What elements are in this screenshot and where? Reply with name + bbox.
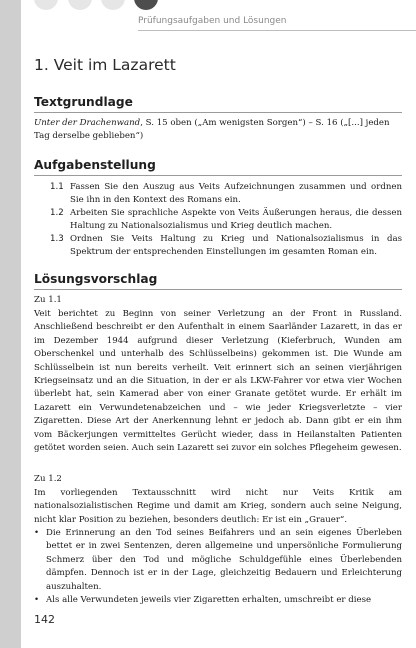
- chapter-title: 1. Veit im Lazarett: [34, 56, 176, 74]
- nav-circle-3: [101, 0, 125, 10]
- nav-circle-active: [134, 0, 158, 10]
- answer-1-2-text: Im vorliegenden Textausschnitt wird nicht nur Veits Kritik am nationalsozialistischen Regime und damit am Krieg, sondern auch seine Neigung, nicht klar Position zu beziehen, besonders deutlich: Er ist ein „Grauer“.: [34, 488, 402, 525]
- nav-circle-2: [68, 0, 92, 10]
- section-heading-aufgaben: Aufgabenstellung: [34, 158, 156, 172]
- list-item: [34, 594, 402, 607]
- task-item: [50, 207, 402, 234]
- task-text: Arbeiten Sie sprachliche Aspekte von Veits Äußerungen heraus, die dessen Haltung zu Nationalsozialismus und Krieg deutlich machen.: [70, 208, 402, 232]
- task-item: [50, 233, 402, 260]
- textgrundlage-text: [34, 117, 402, 144]
- task-text: Fassen Sie den Auszug aus Veits Aufzeichnungen zusammen und ordnen Sie ihn in den Kontext des Romans ein.: [70, 182, 402, 206]
- bullet-icon: •: [34, 528, 40, 538]
- subsection-label: Zu 1.1: [34, 295, 62, 305]
- task-item: [50, 181, 402, 208]
- book-title: Unter der Drachenwand: [34, 118, 141, 128]
- page-sidebar: [0, 0, 21, 648]
- section-rule: [34, 289, 402, 290]
- nav-circle-1: [34, 0, 58, 10]
- answer-bullet-list: [34, 527, 402, 607]
- task-number: 1.2: [50, 208, 64, 218]
- bullet-text: Als alle Verwundeten jeweils vier Zigaretten erhalten, umschreibt er diese: [46, 595, 372, 606]
- textgrundlage-range: , S. 15 oben („Am wenigsten Sorgen“) – S. 16 („[...] jeden Tag derselbe geblieben“): [34, 118, 390, 142]
- section-rule: [34, 112, 402, 113]
- section-heading-textgrundlage: Textgrundlage: [34, 95, 133, 109]
- section-rule: [34, 175, 402, 176]
- task-text: Ordnen Sie Veits Haltung zu Krieg und Nationalsozialismus in das Spektrum der entsprechenden Einstellungen im gesamten Roman ein.: [70, 234, 402, 258]
- list-item: [34, 527, 402, 594]
- bullet-icon: •: [34, 595, 40, 606]
- answer-1-1-text: Veit berichtet zu Beginn von seiner Verletzung an der Front in Russland. Anschließend beschreibt er den Aufenthalt in einem Saarländer Lazarett, in das er im Dezember 1944 aufgrund dieser Verletzung (Kieferbruch, Wunden am Oberschenkel und unterhalb des Schlüsselbeins) gekommen ist. Die Wunde am Schlüsselbein ist nun bereits verheilt. Veit erinnert sich an seinen vierjährigen Kriegseinsatz und an die Situation, in der er als LKW-Fahrer vor etwa vier Wochen überlebt hat, sein Kamerad aber von einer Granate getötet wurde. Er erhält im Lazarett ein Verwundetenabzeichen und – wie jeder Kriegsverletzte – vier Zigaretten. Diese Art der Anerkennung lehnt er jedoch ab. Dann gibt er ein ihm vom Bäckerjungen vermitteltes Gerücht wieder, dass in Heilanstalten Patienten getötet worden seien. Auch sein Lazarett sei zuvor ein solches Pflegeheim gewesen.: [34, 309, 402, 454]
- header-rule: [138, 30, 416, 31]
- bullet-text: Die Erinnerung an den Tod seines Beifahrers und an sein eigenes Überleben bettet er in zwei Sentenzen, deren allgemeine und unpersönliche Formulierung Schmerz über den Tod und mögliche Schuldgefühle eines Überlebenden dämpfen. Dennoch ist er in der Lage, gleichzeitig Bedauern und Erleichterung auszuhalten.: [46, 528, 402, 592]
- task-number: 1.1: [50, 182, 64, 192]
- section-heading-loesung: Lösungsvorschlag: [34, 272, 158, 286]
- subsection-label: Zu 1.2: [34, 474, 62, 484]
- task-number: 1.3: [50, 234, 64, 244]
- page-number: 142: [34, 613, 55, 626]
- running-header: Prüfungsaufgaben und Lösungen: [138, 16, 287, 26]
